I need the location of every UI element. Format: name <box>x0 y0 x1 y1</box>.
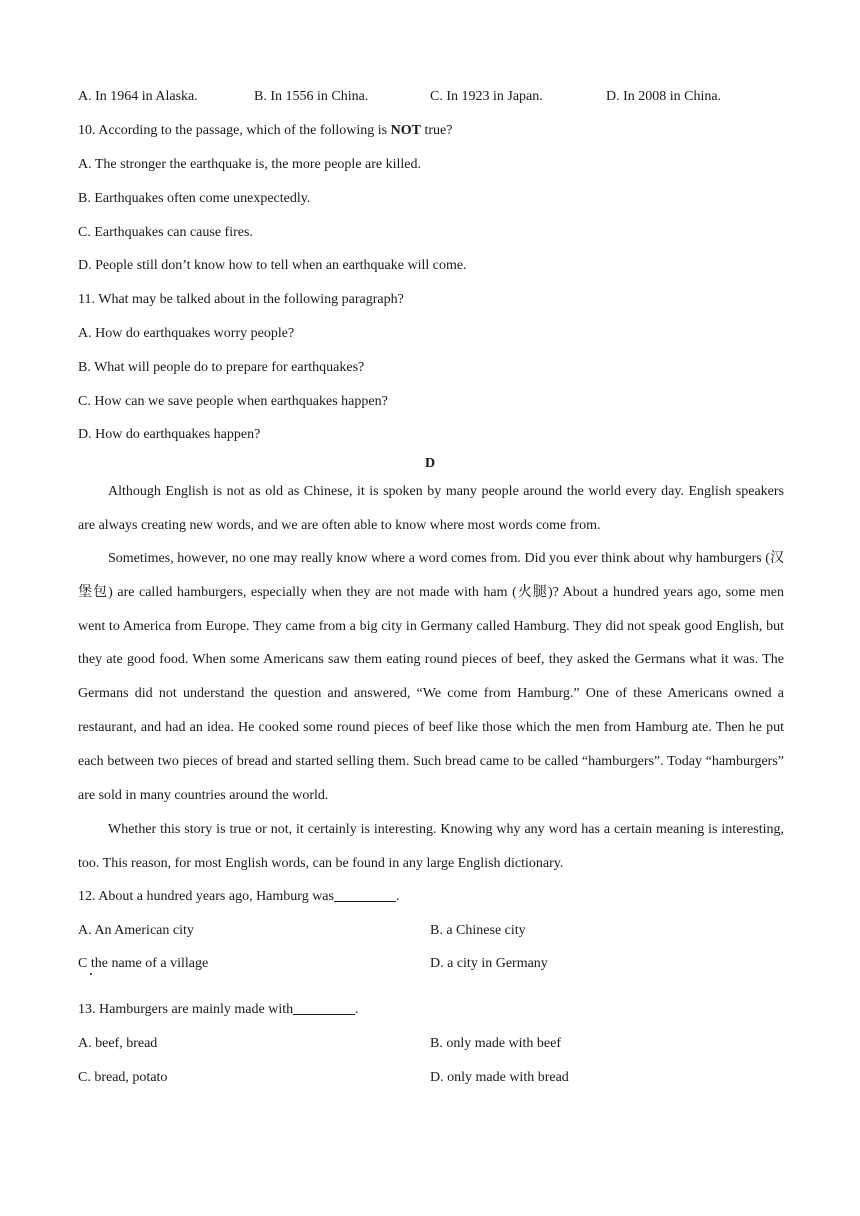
passage-paragraph-3: Whether this story is true or not, it certainly is interesting. Knowing why any word has a certain meaning is interesting, too. This reason, for most English words, can be found in any large English dictionary. <box>78 822 784 871</box>
q11-stem: 11. What may be talked about in the following paragraph? <box>78 292 404 307</box>
q11-option-d: D. How do earthquakes happen? <box>78 427 261 442</box>
section-title: D <box>424 456 436 471</box>
q12-stem: 12. About a hundred years ago, Hamburg was . <box>78 889 400 904</box>
stray-dot-mark <box>90 973 92 975</box>
q13-option-a: A. beef, bread <box>78 1036 158 1051</box>
q9-option-a: A. In 1964 in Alaska. <box>78 89 198 104</box>
q12-option-a: A. An American city <box>78 923 194 938</box>
q10-stem-bold: NOT <box>390 123 421 138</box>
q13-answer-blank <box>293 1000 355 1015</box>
q13-stem: 13. Hamburgers are mainly made with . <box>78 1002 359 1017</box>
passage-paragraph-1: Although English is not as old as Chinese, it is spoken by many people around the world every day. English speakers are always creating new words, and we are often able to know where most words come from. <box>78 484 784 533</box>
q9-option-c: C. In 1923 in Japan. <box>430 89 543 104</box>
q12-option-b: B. a Chinese city <box>430 923 526 938</box>
q9-option-b: B. In 1556 in China. <box>254 89 369 104</box>
q10-stem: 10. According to the passage, which of the following is NOT true? <box>78 123 453 138</box>
q10-option-a: A. The stronger the earthquake is, the more people are killed. <box>78 157 422 172</box>
q13-option-b: B. only made with beef <box>430 1036 562 1051</box>
q11-option-b: B. What will people do to prepare for earthquakes? <box>78 360 365 375</box>
q13-option-d: D. only made with bread <box>430 1070 569 1085</box>
q13-option-c: C. bread, potato <box>78 1070 168 1085</box>
q11-option-a: A. How do earthquakes worry people? <box>78 326 295 341</box>
q9-option-d: D. In 2008 in China. <box>606 89 722 104</box>
q10-option-d: D. People still don’t know how to tell when an earthquake will come. <box>78 258 467 273</box>
q12-option-d: D. a city in Germany <box>430 956 548 971</box>
passage-paragraph-2: Sometimes, however, no one may really know where a word comes from. Did you ever think about why hamburgers (汉堡包) are called hamburgers, especially when they are not made with ham (火腿)? About a hundred years ago, some men went to America from Europe. They came from a big city in Germany called Hamburg. They did not speak good English, but they ate good food. When some Americans saw them eating round pieces of beef, they asked the Germans what it was. The Germans did not understand the question and answered, “We come from Hamburg.” One of these Americans owned a restaurant, and had an idea. He cooked some round pieces of beef like those which the men from Hamburg ate. Then he put each between two pieces of bread and started selling them. Such bread came to be called “hamburgers”. Today “hamburgers” are sold in many countries around the world. <box>78 551 784 803</box>
q11-option-c: C. How can we save people when earthquakes happen? <box>78 394 388 409</box>
q10-option-c: C. Earthquakes can cause fires. <box>78 225 253 240</box>
q12-option-c: C the name of a village <box>78 956 209 971</box>
q12-answer-blank <box>334 887 396 902</box>
q10-option-b: B. Earthquakes often come unexpectedly. <box>78 191 311 206</box>
